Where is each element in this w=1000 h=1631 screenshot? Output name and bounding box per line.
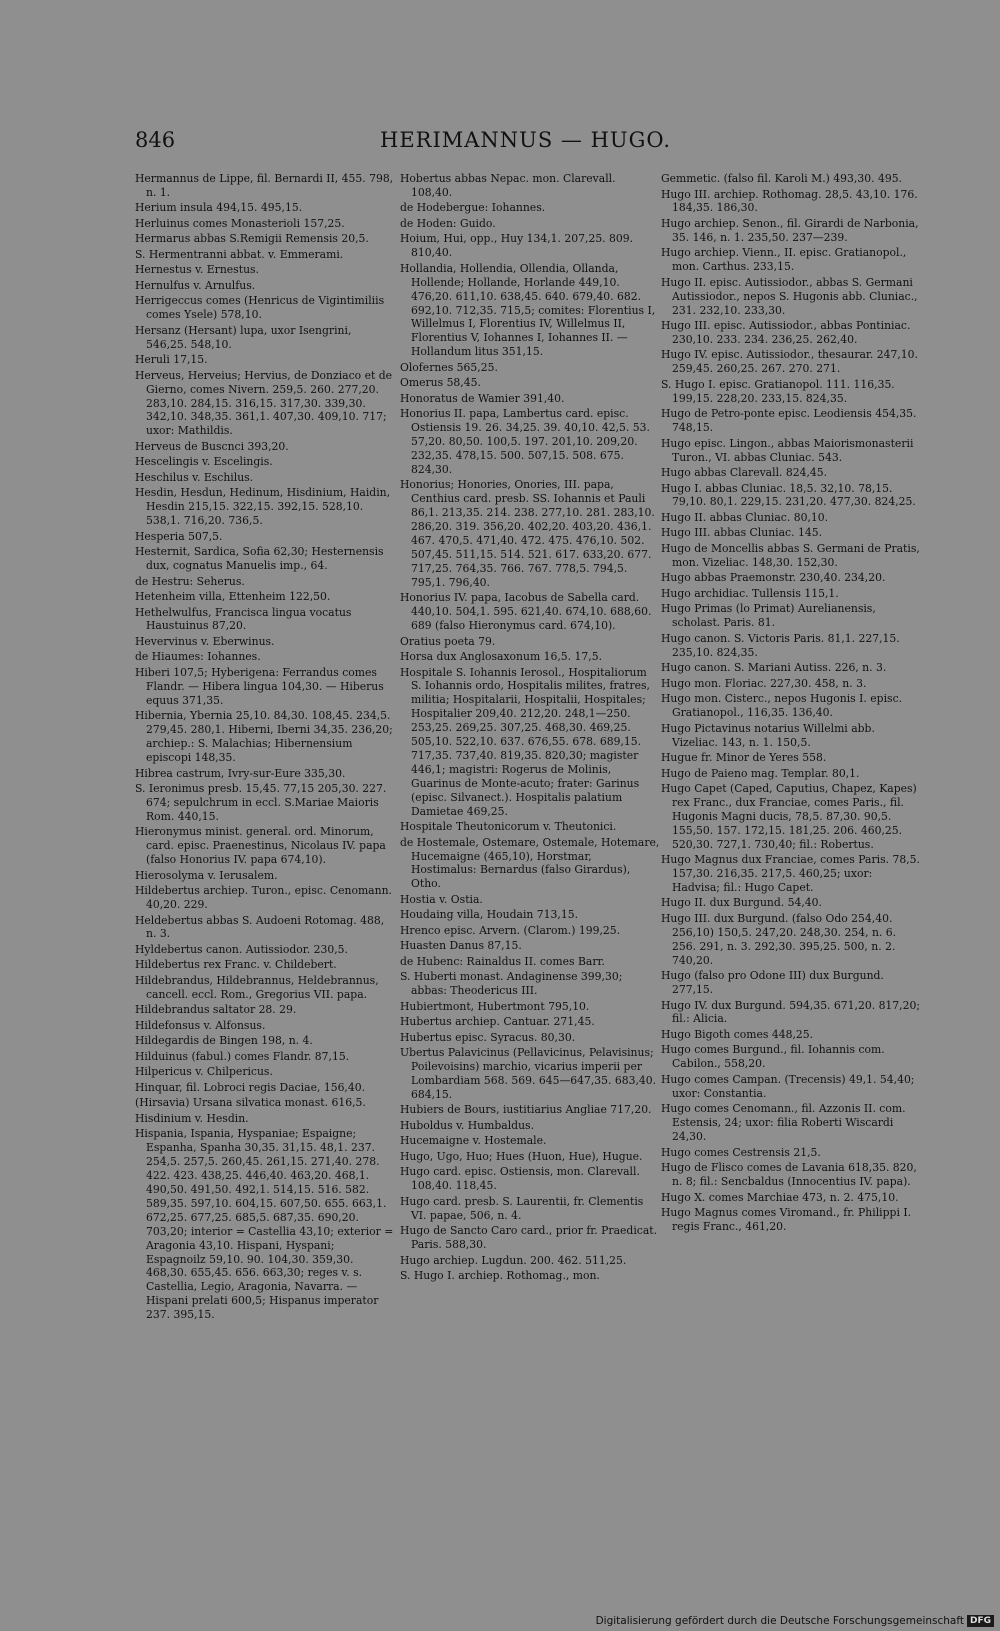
index-entry: Hospitale S. Iohannis Ierosol., Hospitaliorum S. Iohannis ordo, Hospitalis milites, fratres, militia; Hospitalarii, Hospitalii, Hospitales; Hospitalier 209,40. 212,20. 248,1—250. 253,25. 269,25. 307,25. 468,30. 469,25. 505,10. 522,10. 637. 676,55. 678. 689,15. 717,35. 737,40. 819,35. 820,30; magister 446,1; magistri: Rogerus de Molinis, Guarinus de Monte-acuto; frater: Garinus (episc. Silvanect.). Hospitalis palatium Damietae 469,25. [400,665,650,818]
index-entry: Hugo I. abbas Cluniac. 18,5. 32,10. 78,15. 79,10. 80,1. 229,15. 231,20. 477,30. 824,25. [661,481,916,509]
footer-text: Digitalisierung gefördert durch die Deutsche Forschungsgemeinschaft [595,1615,964,1627]
index-entry: Hugo II. abbas Cluniac. 80,10. [661,510,829,524]
index-entry: S. Hugo I. episc. Gratianopol. 111. 116,35. 199,15. 228,20. 233,15. 824,35. [661,377,895,405]
index-entry: Heldebertus abbas S. Audoeni Rotomag. 488, n. 3. [135,913,385,941]
index-entry: Hucemaigne v. Hostemale. [400,1134,547,1148]
index-entry: Houdaing villa, Houdain 713,15. [400,908,578,922]
index-entry: de Hoden: Guido. [400,216,496,230]
index-entry: Hildefonsus v. Alfonsus. [135,1018,266,1032]
index-entry: Hildebertus archiep. Turon., episc. Cenomann. 40,20. 229. [135,884,392,912]
index-entry: Horsa dux Anglosaxonum 16,5. 17,5. [400,650,603,664]
index-entry: Hugo archiep. Lugdun. 200. 462. 511,25. [400,1253,627,1267]
index-entry: Hugo (falso pro Odone III) dux Burgund. 277,15. [661,969,884,997]
index-entry: Hugo archiep. Vienn., II. episc. Gratianopol., mon. Carthus. 233,15. [661,246,907,274]
index-entry: Huboldus v. Humbaldus. [400,1118,535,1132]
index-entry: Hugo X. comes Marchiae 473, n. 2. 475,10. [661,1190,899,1204]
index-entry: Omerus 58,45. [400,376,481,390]
index-entry: Ubertus Palavicinus (Pellavicinus, Pelavisinus; Poilevoisins) marchio, vicarius imperii per Lombardiam 568. 569. 645—647,35. 683,40. 684,15. [400,1046,657,1101]
index-entry: Hugo archiep. Senon., fil. Girardi de Narbonia, 35. 146, n. 1. 235,50. 237—239. [661,216,919,244]
index-entry: Hethelwulfus, Francisca lingua vocatus Haustuinus 87,20. [135,605,352,633]
index-entry: Hieronymus minist. general. ord. Minorum, card. episc. Praenestinus, Nicolaus IV. papa (falso Honorius IV. papa 674,10). [135,825,386,867]
index-entry: Hugo Magnus comes Viromand., fr. Philippi I. regis Franc., 461,20. [661,1206,912,1233]
index-entry: Hugo de Flisco comes de Lavania 618,35. 820, n. 8; fil.: Sencbaldus (Innocentius IV. papa). [661,1161,917,1188]
index-entry: de Hiaumes: Iohannes. [135,650,261,664]
index-entry: Hibernia, Ybernia 25,10. 84,30. 108,45. 234,5. 279,45. 280,1. Hiberni, Iberni 34,35. 236,20; archiep.: S. Malachias; Hibernensium episcopi 148,35. [135,709,393,764]
index-entry: Hrenco episc. Arvern. (Clarom.) 199,25. [400,923,621,937]
index-entry: Hilpericus v. Chilpericus. [135,1065,273,1079]
index-entry: Hiberi 107,5; Hyberigena: Ferrandus comes Flandr. — Hibera lingua 104,30. — Hiberus equus 371,35. [135,665,384,707]
index-entry: (Hirsavia) Ursana silvatica monast. 616,5. [135,1096,366,1110]
index-entry: Herrigeccus comes (Henricus de Vigintimiliis comes Ysele) 578,10. [135,294,385,322]
index-entry: Hugo comes Campan. (Trecensis) 49,1. 54,40; uxor: Constantia. [661,1072,915,1100]
index-entry: Hugo de Moncellis abbas S. Germani de Pratis, mon. Vizeliac. 148,30. 152,30. [661,541,920,569]
index-entry: Oratius poeta 79. [400,634,496,648]
index-entry: Hugo card. presb. S. Laurentii, fr. Clementis VI. papae, 506, n. 4. [400,1194,644,1222]
index-entry: Hoium, Hui, opp., Huy 134,1. 207,25. 809. 810,40. [400,232,634,260]
index-entry: Hugue fr. Minor de Yeres 558. [661,751,827,764]
index-entry: Hugo mon. Floriac. 227,30. 458, n. 3. [661,676,867,690]
index-entry: Hugo de Paieno mag. Templar. 80,1. [661,766,860,780]
index-entry: Herveus, Herveius; Hervius, de Donziaco et de Gierno, comes Nivern. 259,5. 260. 277,20. 283,10. 284,15. 316,15. 317,30. 339,30. 342,10. 348,35. 361,1. 407,30. 409,10. 717; uxor: Mathildis. [135,368,393,438]
index-entry: Hesdin, Hesdun, Hedinum, Hisdinium, Haidin, Hesdin 215,15. 322,15. 392,15. 528,10. 538,1. 716,20. 736,5. [135,486,391,528]
index-entry: Olofernes 565,25. [400,360,498,374]
index-entry: Herium insula 494,15. 495,15. [135,201,303,215]
index-entry: Hugo IV. dux Burgund. 594,35. 671,20. 817,20; fil.: Alicia. [661,998,920,1026]
index-entry: de Hostemale, Ostemare, Ostemale, Hotemare, Hucemaigne (465,10), Horstmar, Hostimalus: Bernardus (falso Girardus), Otho. [400,835,660,891]
index-entry: S. Ieronimus presb. 15,45. 77,15 205,30. 227. 674; sepulchrum in eccl. S.Mariae Maioris Rom. 440,15. [135,782,387,823]
index-entry: Hermarus abbas S.Remigii Remensis 20,5. [135,232,369,246]
index-entry: Hugo IV. episc. Autissiodor., thesaurar. 247,10. 259,45. 260,25. 267. 270. 271. [661,348,918,376]
index-entry: Honorius IV. papa, Iacobus de Sabella card. 440,10. 504,1. 595. 621,40. 674,10. 688,60. 689 (falso Hieronymus card. 674,10). [400,591,652,633]
index-entry: Hermannus de Lippe, fil. Bernardi II, 455. 798, n. 1. [135,172,394,199]
index-entry: Honoratus de Wamier 391,40. [400,391,565,405]
index-entry: Honorius II. papa, Lambertus card. episc. Ostiensis 19. 26. 34,25. 39. 40,10. 42,5. 53. 57,20. 80,50. 100,5. 197. 201,10. 209,20. 232,35. 478,15. 500. 507,15. 508. 675. 824,30. [400,407,650,476]
index-entry: Hugo episc. Lingon., abbas Maiorismonasterii Turon., VI. abbas Cluniac. 543. [661,436,914,464]
index-entry: Hispania, Ispania, Hyspaniae; Espaigne; Espanha, Spanha 30,35. 31,15. 48,1. 237. 254,5. 257,5. 260,45. 261,15. 271,40. 278. 422. 423. 438,25. 446,40. 463,20. 468,1. 490,50. 491,50. 492,1. 514,15. 516. 582. 589,35. 597,10. 604,15. 607,50. 655. 663,1. 672,25. 677,25. 685,5. 687,35. 690,20. 703,20; interior = Castellia 43,10; exterior = Aragonia 43,10. Hispani, Hyspani; Espagnoilz 59,10. 90. 104,30. 359,30. 468,30. 655,45. 656. 663,30; reges v. s. Castellia, Legio, Aragonia, Navarra. — Hispani prelati 600,5; Hispanus imperator 237. 395,15. [135,1127,394,1322]
index-entry: Hugo Primas (lo Primat) Aurelianensis, scholast. Paris. 81. [661,602,876,630]
index-entry: de Hestru: Seherus. [135,574,245,588]
index-entry: Hugo mon. Cisterc., nepos Hugonis I. episc. Gratianopol., 116,35. 136,40. [661,692,903,720]
index-entry: Hubertus archiep. Cantuar. 271,45. [400,1015,595,1029]
index-entry: Hugo abbas Clarevall. 824,45. [661,466,828,480]
index-entry: Hildebertus rex Franc. v. Childebert. [135,958,337,972]
index-entry: Hugo III. abbas Cluniac. 145. [661,526,823,540]
index-entry: Hugo Capet (Caped, Caputius, Chapez, Kapes) rex Franc., dux Franciae, comes Paris., fil. Hugonis Magni ducis, 78,5. 87,30. 90,5. 155,50. 157. 172,15. 181,25. 206. 460,25. 520,30. 727,1. 730,40; fil.: Robertus. [661,782,917,851]
index-entry: Hugo III. archiep. Rothomag. 28,5. 43,10. 176. 184,35. 186,30. [661,187,918,215]
index-entry: Hesperia 507,5. [135,529,223,543]
index-entry: Hibrea castrum, Ivry-sur-Eure 335,30. [135,766,346,780]
index-entry: Hugo III. episc. Autissiodor., abbas Pontiniac. 230,10. 233. 234. 236,25. 262,40. [661,319,911,346]
index-entry: Hugo canon. S. Mariani Autiss. 226, n. 3. [661,661,887,675]
index-entry: Hugo card. episc. Ostiensis, mon. Clarevall. 108,40. 118,45. [400,1165,640,1193]
dfg-logo: DFG [967,1615,994,1627]
page-number: 846 [135,128,176,152]
index-entry: Hugo Pictavinus notarius Willelmi abb. Vizeliac. 143, n. 1. 150,5. [661,721,875,749]
index-entry: Hugo de Petro-ponte episc. Leodiensis 454,35. 748,15. [661,407,917,435]
index-entry: Herveus de Buscnci 393,20. [135,439,289,453]
index-entry: Gemmetic. (falso fil. Karoli M.) 493,30. 495. [661,172,902,185]
index-entry: Hugo II. dux Burgund. 54,40. [661,896,822,910]
index-entry: Hubiers de Bours, iustitiarius Angliae 717,20. [400,1103,652,1117]
index-entry: S. Huberti monast. Andaginense 399,30; abbas: Theodericus III. [400,970,623,998]
index-entry: Hugo comes Cestrensis 21,5. [661,1145,821,1159]
index-entry: Hugo canon. S. Victoris Paris. 81,1. 227,15. 235,10. 824,35. [661,631,900,659]
index-entry: Hesternit, Sardica, Sofia 62,30; Hesternensis dux, cognatus Manuelis imp., 64. [135,545,384,573]
index-entry: Heschilus v. Eschilus. [135,470,254,484]
index-entry: Hubiertmont, Hubertmont 795,10. [400,999,590,1013]
page-heading: HERIMANNUS — HUGO. [380,128,672,152]
index-entry: Herluinus comes Monasterioli 157,25. [135,216,345,230]
index-entry: Hetenheim villa, Ettenheim 122,50. [135,590,331,604]
index-entry: Hugo Magnus dux Franciae, comes Paris. 78,5. 157,30. 216,35. 217,5. 460,25; uxor: Hadvisa; fil.: Hugo Capet. [661,853,920,894]
index-entry: Hubertus episc. Syracus. 80,30. [400,1030,576,1044]
index-entry: Hisdinium v. Hesdin. [135,1111,249,1125]
index-entry: Hugo comes Burgund., fil. Iohannis com. Cabilon., 558,20. [661,1043,885,1071]
index-entry: Hevervinus v. Eberwinus. [135,634,275,648]
index-entry: Hugo II. episc. Autissiodor., abbas S. Germani Autissiodor., nepos S. Hugonis abb. Cluniac., 231. 232,10. 233,30. [661,275,918,317]
index-entry: Hobertus abbas Nepac. mon. Clarevall. 108,40. [400,172,616,199]
index-entry: Hugo, Ugo, Huo; Hues (Huon, Hue), Hugue. [400,1149,643,1163]
index-entry: Hierosolyma v. Ierusalem. [135,868,278,882]
index-entry: Hugo comes Cenomann., fil. Azzonis II. com. Estensis, 24; uxor: filia Roberti Wiscardi 24,30. [661,1102,906,1144]
index-entry: Hugo archidiac. Tullensis 115,1. [661,586,839,600]
index-entry: Hildegardis de Bingen 198, n. 4. [135,1034,313,1048]
footer-credit [596,1615,994,1627]
index-entry: de Hodebergue: Iohannes. [400,201,546,215]
index-entry: Hescelingis v. Escelingis. [135,455,273,469]
index-entry: Hospitale Theutonicorum v. Theutonici. [400,820,617,834]
index-entry: de Hubenc: Rainaldus II. comes Barr. [400,954,605,968]
index-entry: S. Hugo I. archiep. Rothomag., mon. [400,1269,600,1283]
index-entry: Hugo de Sancto Caro card., prior fr. Praedicat. Paris. 588,30. [400,1224,658,1252]
index-entry: Hugo Bigoth comes 448,25. [661,1027,814,1041]
index-entry: Hugo III. dux Burgund. (falso Odo 254,40. 256,10) 150,5. 247,20. 248,30. 254, n. 6. 256. 291, n. 3. 292,30. 395,25. 500, n. 2. 740,20. [661,911,897,967]
index-entry: Hildebrandus, Hildebrannus, Heldebrannus, cancell. eccl. Rom., Gregorius VII. papa. [135,973,379,1001]
index-entry: Hinquar, fil. Lobroci regis Daciae, 156,40. [135,1080,366,1094]
index-entry: Hersanz (Hersant) lupa, uxor Isengrini, 546,25. 548,10. [135,323,352,351]
index-entry: Honorius; Honories, Onories, III. papa, Centhius card. presb. SS. Iohannis et Pauli 86,1. 213,35. 214. 238. 277,10. 281. 283,10. 286,20. 319. 356,20. 402,20. 403,20. 436,1. 467. 470,5. 471,40. 472. 475. 476,10. 502. 507,45. 511,15. 514. 521. 617. 633,20. 677. 717,25. 764,35. 766. 767. 778,5. 794,5. 795,1. 796,40. [400,478,655,589]
index-entry: Heruli 17,15. [135,353,208,367]
index-entry: S. Hermentranni abbat. v. Emmerami. [135,247,344,261]
index-entry: Hyldebertus canon. Autissiodor. 230,5. [135,942,348,956]
index-entry: Hildebrandus saltator 28. 29. [135,1003,297,1017]
index-entry: Huasten Danus 87,15. [400,939,522,953]
index-entry: Hernestus v. Ernestus. [135,263,259,277]
index-column-3 [661,172,921,1235]
index-entry: Hilduinus (fabul.) comes Flandr. 87,15. [135,1049,350,1063]
index-entry: Hernulfus v. Arnulfus. [135,278,256,292]
index-column-2 [400,172,660,1285]
index-entry: Hollandia, Hollendia, Ollendia, Ollanda, Hollende; Hollande, Horlande 449,10. 476,20. 611,10. 638,45. 640. 679,40. 682. 692,10. 712,35. 715,5; comites: Florentius I, Willelmus I, Florentius IV, Willelmus II, Florentius V, Iohannes I, Iohannes II. — Hollandum litus 351,15. [400,261,656,359]
index-column-1 [135,172,395,1324]
index-entry: Hostia v. Ostia. [400,892,483,906]
index-entry: Hugo abbas Praemonstr. 230,40. 234,20. [661,571,886,585]
